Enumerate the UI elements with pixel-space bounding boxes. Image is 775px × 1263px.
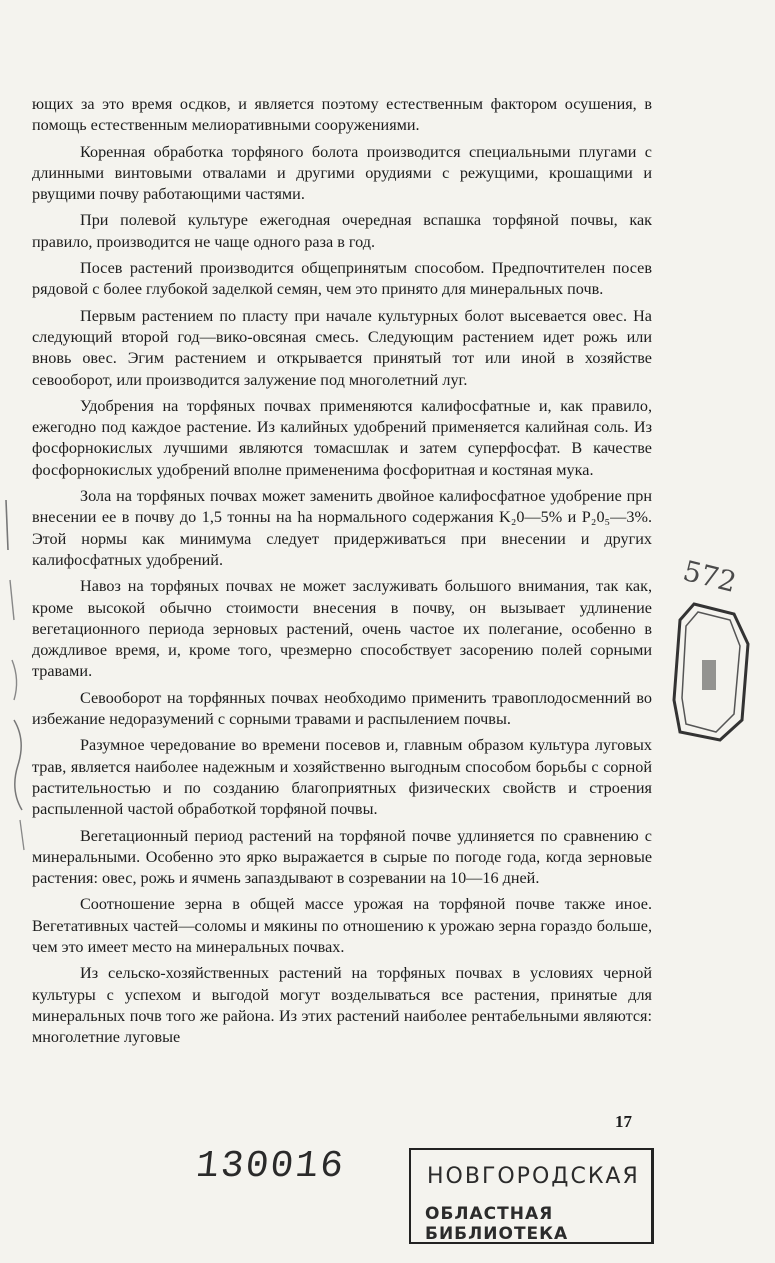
- library-stamp-line2: ОБЛАСТНАЯ БИБЛИОТЕКА: [425, 1204, 569, 1244]
- paragraph: Навоз на торфяных почвах не может заслуживать большого внимания, так как, кроме высокой обычно стоимости внесения в почву, он вызывает удлинение вегетационного периода зерновых растений, очень частое их полегание, особенно в дождливое время, и, кроме того, чрезмерно способствует засорению полей сорными травами.: [32, 577, 652, 681]
- paragraph: Удобрения на торфяных почвах применяются калифосфатные и, как правило, ежегодно под каждое растение. Из калийных удобрений применяется калийная соль. Из фосфорнокислых лучшими являются томасшлак и затем суперфосфат. В качестве фосфорнокислых удобрений вполне примененима фосфоритная и костяная мука.: [32, 396, 652, 479]
- handwritten-note: 572: [679, 554, 740, 599]
- paragraph: Вегетационный период растений на торфяной почве удлиняется по сравнению с минеральными. Особенно это ярко выражается в сырые по погоде года, когда зерновые растения: овес, рожь и ячмень запаздывают в созревании на 10—16 дней.: [32, 826, 652, 888]
- paragraph: Севооборот на торфянных почвах необходимо применить травоплодосменний во избежание недоразумений с сорными травами и распылением почвы.: [32, 688, 652, 729]
- paragraph: При полевой культуре ежегодная очередная вспашка торфяной почвы, как правило, производится не чаще одного раза в год.: [32, 211, 652, 251]
- library-stamp: [409, 1148, 654, 1244]
- inventory-number: 130016: [193, 1145, 348, 1188]
- paragraph: Из сельско-хозяйственных растений на торфяных почвах в условиях черной культуры с успехом и выгодой могут возделываться все растения, принятые для минеральных почв того же района. Из этих растений наиболее рентабельными являются: многолетние луговые: [32, 964, 652, 1047]
- paragraph: Посев растений производится общепринятым способом. Предпочтителен посев рядовой с более глубокой заделкой семян, чем это принято для минеральных почв.: [32, 259, 652, 299]
- paragraph: ющих за это время осдков, и является поэтому естественным фактором осушения, в помощь естественным мелиоративными сооружениями.: [32, 95, 652, 135]
- paragraph: Зола на торфяных почвах может заменить двойное калифосфатное удобрение прн внесении ее в почву до 1,5 тонны на hа нормального содержания K₂0—5% и P₂0₅—3%. Этой нормы как минимума следует придерживаться при внесении и других калифосфатных удобрений.: [32, 487, 652, 569]
- page-number: 17: [615, 1112, 632, 1131]
- margin-scribble-icon: [0, 490, 40, 870]
- paragraph: Разумное чередование во времени посевов и, главным образом культура луговых трав, является наиболее надежным и хозяйственно выгодным способом борьбы с сорной растительностью и по созданию благоприятных физических свойств и строения распыленной частой обработкой торфяной почвы.: [32, 736, 652, 819]
- paragraph: Первым растением по пласту при начале культурных болот высевается овес. На следующий второй год—вико-овсяная смесь. Следующим растением идет рожь или вновь овес. Эгим растением и открывается принятый тот или иной в хозяйстве севооборот, или производится залужение под многолетний луг.: [32, 306, 652, 389]
- body-text: [32, 94, 652, 1053]
- octagonal-stamp-icon: [672, 600, 752, 745]
- paragraph: Соотношение зерна в общей массе урожая на торфяной почве также иное. Вегетативных частей—соломы и мякины по отношению к урожаю зерна гораздо больше, чем это имеет место на минеральных почвах.: [32, 895, 652, 956]
- paragraph: Коренная обработка торфяного болота производится специальными плугами с длинными винтовыми отвалами и другими орудиями с режущими, крошащими и рвущими почву работающими частями.: [32, 142, 652, 204]
- library-stamp-line1: НОВГОРОДСКАЯ: [427, 1164, 640, 1189]
